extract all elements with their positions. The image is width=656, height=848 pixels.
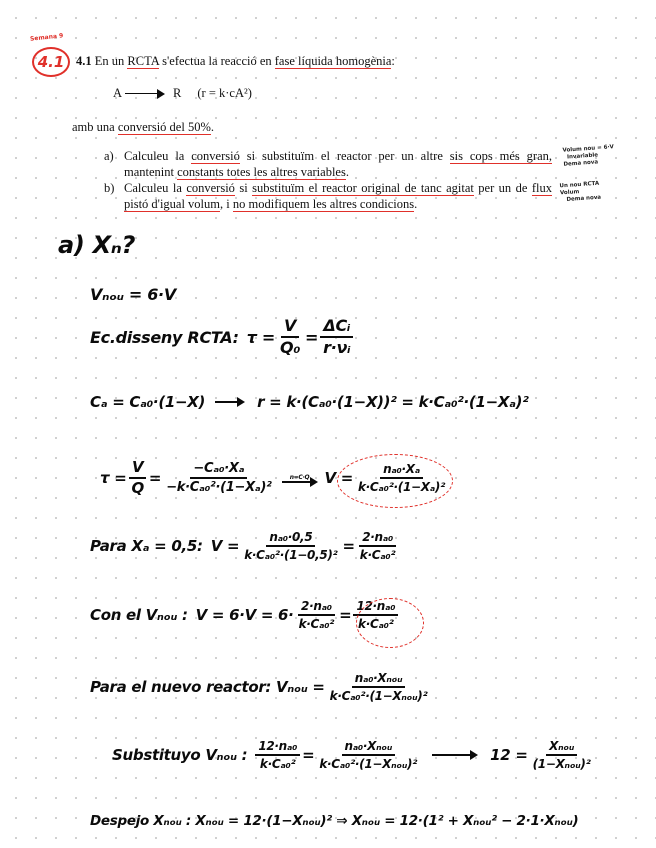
- despejo-line: Despejo Xₙₒᵤ : Xₙₒᵤ = 12·(1−Xₙₒᵤ)² ⇒ Xₙₒᵤ = 12·(1² + Xₙₒᵤ² − 2·1·Xₙₒᵤ): [90, 813, 579, 829]
- phase-text: fase líquida homogènia: [274, 54, 392, 68]
- circled-problem-number: 4.1: [32, 47, 70, 77]
- v-equals: V =: [324, 469, 353, 488]
- fraction-denominator: k·Cₐ₀²·(1−Xₙₒᵤ)²: [329, 688, 428, 703]
- question-text-segment: mantenint: [124, 165, 178, 179]
- fraction-numerator: 12·nₐ₀: [353, 600, 398, 616]
- fraction-numerator: 12·nₐ₀: [255, 740, 300, 756]
- nuevo-label: Para el nuevo reactor: Vₙₒᵤ =: [90, 678, 325, 697]
- design-fraction-2: [320, 318, 353, 357]
- design-fraction-1: [277, 318, 303, 357]
- statement-end: :: [391, 54, 395, 68]
- para-equation: [90, 531, 400, 561]
- subs-fraction-3: [530, 740, 594, 770]
- tau-left: τ =: [100, 469, 127, 488]
- fraction-denominator: k·Cₐ₀²·(1−Xₙₒᵤ)²: [319, 756, 418, 771]
- fraction-denominator: Q: [131, 478, 144, 497]
- fraction-numerator: 2·nₐ₀: [359, 531, 396, 547]
- arrow: [282, 481, 316, 483]
- week-tag: Semana 9: [29, 32, 64, 43]
- fraction-numerator: V: [281, 318, 299, 338]
- statement-mid: s'efectua la reacció en: [159, 54, 275, 68]
- fraction-denominator: k·Cₐ₀²: [259, 756, 296, 771]
- conversion-end: .: [210, 120, 214, 134]
- fraction-numerator: 2·nₐ₀: [298, 600, 335, 616]
- arrow-label: n=C·Q: [289, 473, 310, 481]
- fraction-numerator: nₐ₀·Xₙₒᵤ: [342, 740, 396, 756]
- con-fraction-1: [296, 600, 338, 630]
- equals-sign: =: [302, 746, 315, 765]
- fraction-denominator: r·νᵢ: [323, 337, 351, 357]
- labelled-arrow: [282, 474, 316, 483]
- side-note-a-line: Volum nou = 6·V: [562, 144, 615, 154]
- para-fraction-1: [241, 531, 340, 561]
- tau-fraction-1: [128, 460, 146, 497]
- subs-equation: [112, 740, 596, 770]
- underlined-phrase: no modifiquem les altres condicions: [232, 197, 415, 211]
- fraction-denominator: k·Cₐ₀²·(1−0,5)²: [244, 547, 338, 562]
- side-note-a: [562, 144, 615, 168]
- fraction-denominator: k·Cₐ₀²·(1−Xₐ)²: [357, 479, 446, 494]
- fraction-numerator: nₐ₀·Xₙₒᵤ: [352, 672, 406, 688]
- side-note-b-line: Dema nova: [566, 194, 602, 203]
- side-note-a-line: Invariable: [566, 152, 599, 161]
- implies-arrow: [432, 754, 476, 756]
- underlined-phrase: conversió: [186, 181, 235, 195]
- rate-equation: r = k·(Cₐ₀·(1−X))² = k·Cₐ₀²·(1−Xₐ)²: [257, 393, 529, 411]
- fraction-numerator: nₐ₀·Xₐ: [380, 463, 423, 479]
- side-note-a-line: Dema nova: [563, 159, 599, 168]
- fraction-denominator: k·Cₐ₀²: [298, 616, 335, 631]
- statement-pre: En un: [94, 54, 128, 68]
- side-note-b-line: Un nou RCTA: [559, 180, 600, 190]
- con-v: V = 6·V = 6·: [195, 606, 294, 625]
- vnou-line: Vₙₒᵤ = 6·V: [90, 285, 176, 304]
- underlined-phrase: sis cops més gran,: [449, 149, 552, 163]
- subs-fraction-2: [316, 740, 420, 770]
- question-text-segment: .: [345, 165, 349, 179]
- implies-arrow: [215, 401, 243, 403]
- conversion-value: conversió del 50%: [117, 120, 211, 134]
- question-a-text: [124, 148, 552, 180]
- question-text-segment: si: [234, 181, 253, 195]
- highlight-oval: [356, 598, 424, 648]
- question-b-label: b): [104, 181, 115, 195]
- question-text-segment: si substituïm el reactor per un altre: [239, 149, 450, 163]
- product: R: [173, 86, 182, 100]
- question-a: [104, 148, 552, 180]
- problem-number: 4.1: [76, 54, 92, 68]
- design-equation: [90, 318, 355, 357]
- underlined-phrase: flux pistó d'igual volum: [124, 181, 552, 211]
- solution-heading: a) Xₙ?: [58, 231, 136, 259]
- fraction-numerator: nₐ₀·0,5: [266, 531, 315, 547]
- conversion-line: [72, 120, 214, 135]
- fraction-denominator: k·Cₐ₀²: [359, 547, 396, 562]
- fraction-denominator: −k·Cₐ₀²·(1−Xₐ)²: [166, 479, 272, 495]
- fraction-numerator: V: [129, 460, 146, 479]
- subs-label: Substituyo Vₙₒᵤ :: [112, 746, 248, 765]
- equals-sign: =: [305, 327, 319, 347]
- fraction-denominator: Q₀: [280, 337, 301, 357]
- con-equation: [90, 600, 400, 630]
- underlined-phrase: substituïm el reactor original de tanc agitat: [252, 181, 474, 195]
- rate-law: (r = k·cA²): [197, 86, 252, 100]
- para-label: Para Xₐ = 0,5:: [90, 537, 203, 556]
- con-label: Con el Vₙₒᵤ :: [90, 606, 188, 625]
- fraction-denominator: k·Cₐ₀²: [358, 616, 394, 631]
- highlight-oval: [337, 454, 453, 508]
- question-b-text: [124, 180, 552, 212]
- reaction-line: [113, 86, 252, 101]
- equals-sign: =: [342, 537, 355, 556]
- question-text-segment: .: [414, 197, 418, 211]
- question-text-segment: Calculeu la: [124, 181, 187, 195]
- question-text-segment: , i: [220, 197, 233, 211]
- underlined-phrase: conversió: [191, 149, 240, 163]
- reactant: A: [113, 86, 123, 100]
- question-text-segment: per un de: [473, 181, 532, 195]
- fraction-denominator: (1−Xₙₒᵤ)²: [532, 756, 591, 771]
- equals-sign: =: [148, 469, 162, 488]
- equals-sign: =: [339, 606, 352, 625]
- question-b: [104, 180, 552, 212]
- underlined-phrase: constants totes les altres variables: [177, 165, 346, 179]
- fraction-numerator: Xₙₒᵤ: [546, 740, 577, 756]
- para-v: V =: [210, 537, 240, 556]
- side-note-b-line: Volum: [559, 188, 580, 197]
- question-a-label: a): [104, 149, 114, 163]
- side-note-b: [559, 181, 601, 204]
- problem-statement: [76, 54, 395, 69]
- nuevo-fraction: [327, 672, 431, 702]
- question-list: [104, 148, 552, 212]
- fraction-numerator: −Cₐ₀·Xₐ: [190, 462, 247, 479]
- design-label: Ec.disseny RCTA:: [90, 327, 239, 347]
- subs-result: 12 =: [490, 746, 528, 765]
- concentration-rate-line: [90, 393, 529, 411]
- design-tau: τ =: [246, 327, 276, 347]
- nuevo-equation: [90, 672, 432, 702]
- fraction-numerator: ΔCᵢ: [320, 318, 353, 338]
- reactor-type: RCTA: [127, 54, 160, 68]
- ca-equation: Cₐ = Cₐ₀·(1−X): [90, 393, 206, 411]
- tau-fraction-2: [163, 462, 274, 494]
- conversion-pre: amb una: [72, 120, 118, 134]
- question-text-segment: Calculeu la: [124, 149, 192, 163]
- subs-fraction-1: [255, 740, 300, 770]
- para-fraction-2: [357, 531, 399, 561]
- reaction-arrow: [125, 93, 163, 94]
